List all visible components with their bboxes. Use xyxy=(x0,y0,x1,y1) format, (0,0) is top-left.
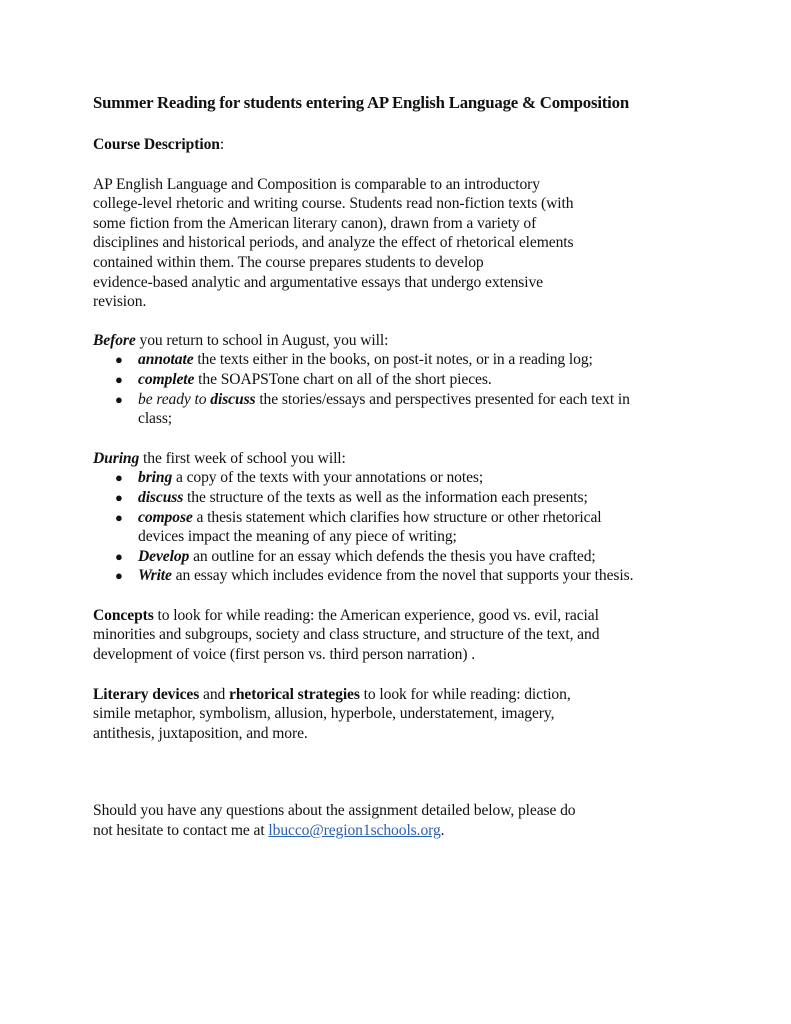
item-text: the structure of the texts as well as the information each presents; xyxy=(183,488,588,506)
description-line: college-level rhetoric and writing course. Students read non-fiction texts (with xyxy=(93,195,574,213)
item-keyword: complete xyxy=(138,370,195,388)
list-item xyxy=(93,488,733,508)
item-keyword: Write xyxy=(138,567,172,585)
list-item xyxy=(93,390,733,429)
item-keyword: Develop xyxy=(138,547,190,565)
list-item xyxy=(93,508,733,547)
item-text: the SOAPSTone chart on all of the short pieces. xyxy=(194,370,492,388)
email-link[interactable]: lbucco@region1schools.org xyxy=(268,822,441,840)
heading-colon: : xyxy=(219,136,225,153)
bullet-icon: ● xyxy=(115,489,123,505)
bullet-icon: ● xyxy=(115,470,123,486)
item-keyword: compose xyxy=(138,508,193,526)
item-text: a copy of the texts with your annotations or notes; xyxy=(172,469,484,487)
item-text: the stories/essays and perspectives presented for each text in xyxy=(255,390,630,408)
item-text: a thesis statement which clarifies how structure or other rhetorical xyxy=(192,508,602,526)
description-line: some fiction from the American literary canon), drawn from a variety of xyxy=(93,214,537,232)
item-continuation: devices impact the meaning of any piece of writing; xyxy=(138,528,457,546)
contact-line: Should you have any questions about the assignment detailed below, please do xyxy=(93,802,576,820)
bullet-icon: ● xyxy=(115,509,123,525)
literary-line xyxy=(93,685,733,705)
literary-text: to look for while reading: diction, xyxy=(359,685,571,703)
item-text: an essay which includes evidence from the novel that supports your thesis. xyxy=(171,567,634,585)
bullet-icon: ● xyxy=(115,371,123,387)
before-lead: Before xyxy=(93,331,136,349)
contact-paragraph xyxy=(93,801,733,840)
contact-prefix: not hesitate to contact me at xyxy=(93,822,269,840)
before-list xyxy=(93,350,733,428)
rhetorical-strategies-lead: rhetorical strategies xyxy=(229,685,360,703)
during-intro-text: the first week of school you will: xyxy=(139,449,346,467)
description-line: evidence-based analytic and argumentative essays that undergo extensive xyxy=(93,273,544,291)
before-intro xyxy=(93,331,733,351)
list-item xyxy=(93,468,733,488)
course-description-heading xyxy=(93,135,733,155)
item-text: an outline for an essay which defends the thesis you have crafted; xyxy=(189,547,596,565)
item-keyword: bring xyxy=(138,469,173,487)
course-description-heading-text: Course Description xyxy=(93,136,220,153)
item-keyword: annotate xyxy=(138,351,194,369)
list-item xyxy=(93,350,733,370)
item-keyword: discuss xyxy=(138,488,184,506)
item-continuation: class; xyxy=(138,410,173,428)
bullet-icon: ● xyxy=(115,568,123,584)
contact-suffix: . xyxy=(440,822,445,840)
concepts-paragraph xyxy=(93,606,733,665)
during-list xyxy=(93,468,733,586)
description-line: revision. xyxy=(93,293,147,311)
before-intro-text: you return to school in August, you will: xyxy=(135,331,389,349)
bullet-icon: ● xyxy=(115,391,123,407)
list-item xyxy=(93,547,733,567)
concepts-lead: Concepts xyxy=(93,606,154,624)
literary-devices-lead: Literary devices xyxy=(93,685,200,703)
document-title: Summer Reading for students entering AP English Language & Composition xyxy=(93,93,629,112)
description-line: disciplines and historical periods, and analyze the effect of rhetorical elements xyxy=(93,234,574,252)
bullet-icon: ● xyxy=(115,352,123,368)
contact-line xyxy=(93,821,733,841)
item-keyword: discuss xyxy=(210,390,256,408)
concepts-line: development of voice (first person vs. third person narration) . xyxy=(93,646,476,664)
list-item xyxy=(93,566,733,586)
literary-line: simile metaphor, symbolism, allusion, hyperbole, understatement, imagery, xyxy=(93,705,555,723)
literary-devices-paragraph xyxy=(93,685,733,744)
list-item xyxy=(93,370,733,390)
concepts-text: to look for while reading: the American experience, good vs. evil, racial xyxy=(153,606,599,624)
literary-line: antithesis, juxtaposition, and more. xyxy=(93,724,308,742)
concepts-line xyxy=(93,606,733,626)
bullet-icon: ● xyxy=(115,548,123,564)
literary-mid: and xyxy=(199,685,230,703)
description-line: contained within them. The course prepares students to develop xyxy=(93,253,484,271)
during-intro xyxy=(93,449,733,469)
document-page xyxy=(93,92,733,841)
item-text: the texts either in the books, on post-it notes, or in a reading log; xyxy=(193,351,593,369)
during-lead: During xyxy=(93,449,140,467)
item-prefix: be ready to xyxy=(138,390,211,408)
concepts-line: minorities and subgroups, society and class structure, and structure of the text, and xyxy=(93,626,600,644)
course-description-paragraph xyxy=(93,175,693,312)
description-line: AP English Language and Composition is comparable to an introductory xyxy=(93,175,540,193)
